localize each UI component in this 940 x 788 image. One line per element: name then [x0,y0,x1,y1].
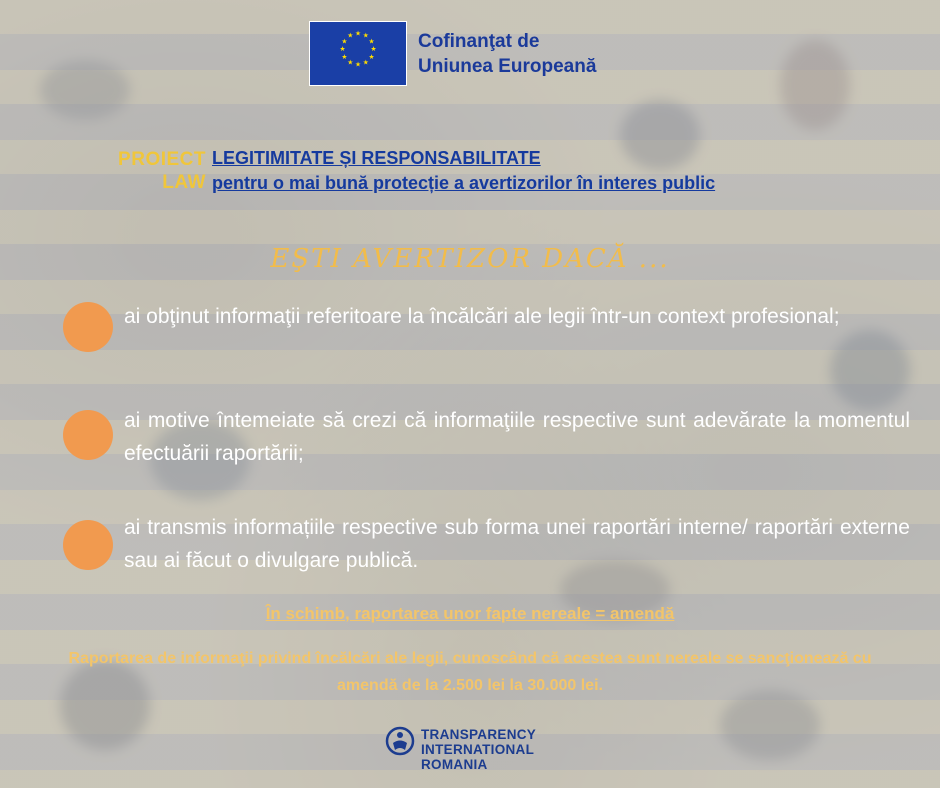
ti-name [421,727,536,772]
svg-text:★: ★ [370,45,377,54]
svg-text:★: ★ [339,45,346,54]
fine-note-heading: În schimb, raportarea unor fapte nereale = amendă [265,604,675,623]
svg-text:★: ★ [341,37,348,46]
svg-text:★: ★ [347,58,354,67]
ti-line1: TRANSPARENCY [421,727,537,742]
svg-text:★: ★ [368,37,375,46]
transparency-international-logo [385,726,415,756]
project-title-line1: LEGITIMITATE ȘI RESPONSABILITATE [212,148,541,168]
project-label: PROIECT LAW [118,149,206,193]
bullet-item-2: ai motive întemeiate să crezi că informaţiile respective sunt adevărate la momentul efectuării raportării; [124,409,910,465]
main-heading: EŞTI AVERTIZOR DACĂ ... [270,244,670,274]
svg-text:★: ★ [341,52,348,61]
orange-circle-icon [63,410,113,460]
svg-text:★: ★ [347,31,354,40]
orange-circle-icon [63,520,113,570]
eu-line2: Uniunea Europeană [418,56,597,77]
bullet-item-1: ai obţinut informaţii referitoare la încălcări ale legii într-un context profesional; [124,305,840,328]
svg-text:★: ★ [362,31,369,40]
bullet-item-3: ai transmis informațiile respective sub forma unei raportări interne/ raportări externe sau ai făcut o divulgare publică. [124,516,910,572]
svg-text:★: ★ [354,60,362,69]
project-title-line2: pentru o mai bună protecție a avertizorilor în interes public [212,173,716,193]
svg-text:★: ★ [354,29,362,38]
ti-line3: ROMANIA [421,757,488,772]
svg-text:★: ★ [368,52,375,61]
svg-text:★: ★ [362,58,369,67]
eu-cofinancing-text [418,29,596,79]
orange-circle-icon [63,302,113,352]
eu-flag-icon [309,21,407,86]
eu-line1: Cofinanţat de [418,31,540,52]
fine-print-text: Raportarea de informaţii privind încălcări ale legii, cunoscând că acestea sunt nereale se sancţionează cu amendă de la 2.500 lei la 30.000 lei. [68,650,872,694]
ti-line2: INTERNATIONAL [421,742,535,757]
